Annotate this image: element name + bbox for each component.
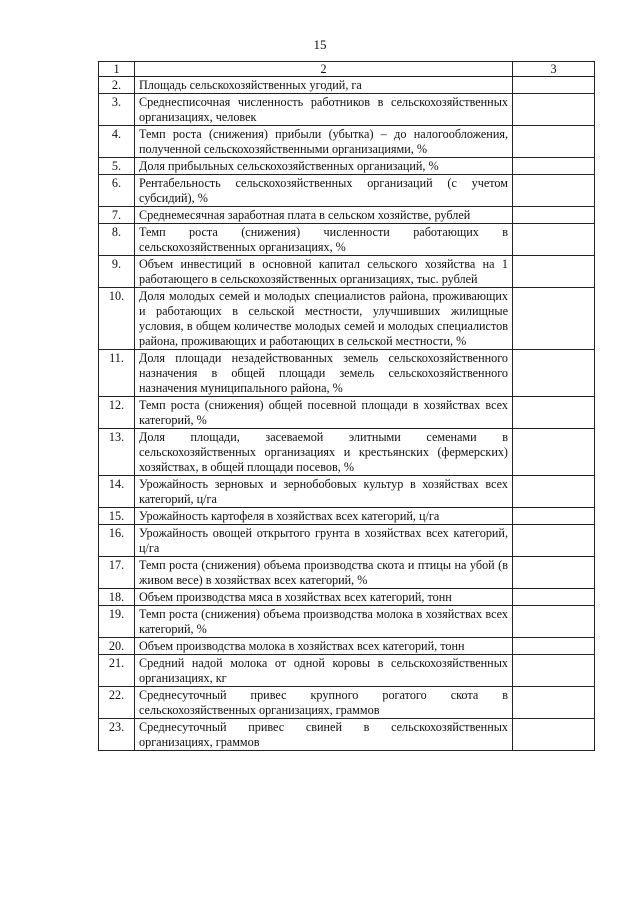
table-row [99, 476, 595, 508]
row-number: 5. [99, 158, 135, 175]
row-indicator-text: Среднесписочная численность работников в сельскохозяйственных организациях, человек [135, 94, 513, 126]
table-row [99, 175, 595, 207]
table-row [99, 606, 595, 638]
row-number: 12. [99, 397, 135, 429]
row-indicator-text: Рентабельность сельскохозяйственных организаций (с учетом субсидий), % [135, 175, 513, 207]
row-indicator-text: Объем производства молока в хозяйствах всех категорий, тонн [135, 638, 513, 655]
row-number: 3. [99, 94, 135, 126]
table-row [99, 94, 595, 126]
row-value-cell [513, 350, 595, 397]
table-row [99, 687, 595, 719]
row-indicator-text: Доля площади, засеваемой элитными семенами в сельскохозяйственных организациях и крестьянских (фермерских) хозяйствах, в общей площади посевов, % [135, 429, 513, 476]
row-indicator-text: Урожайность зерновых и зернобобовых культур в хозяйствах всех категорий, ц/га [135, 476, 513, 508]
table-row [99, 525, 595, 557]
row-indicator-text: Урожайность картофеля в хозяйствах всех категорий, ц/га [135, 508, 513, 525]
row-value-cell [513, 508, 595, 525]
table-row [99, 557, 595, 589]
row-value-cell [513, 397, 595, 429]
row-indicator-text: Темп роста (снижения) численности работающих в сельскохозяйственных организациях, % [135, 224, 513, 256]
page-number: 15 [313, 37, 327, 52]
row-value-cell [513, 687, 595, 719]
row-number: 18. [99, 589, 135, 606]
table-row [99, 719, 595, 751]
table-row [99, 655, 595, 687]
table-row [99, 288, 595, 350]
row-value-cell [513, 589, 595, 606]
column-header-value: 3 [513, 62, 595, 77]
row-number: 15. [99, 508, 135, 525]
row-number: 11. [99, 350, 135, 397]
row-number: 8. [99, 224, 135, 256]
row-number: 14. [99, 476, 135, 508]
row-number: 9. [99, 256, 135, 288]
row-value-cell [513, 256, 595, 288]
row-value-cell [513, 77, 595, 94]
row-value-cell [513, 126, 595, 158]
row-indicator-text: Урожайность овощей открытого грунта в хозяйствах всех категорий, ц/га [135, 525, 513, 557]
table-row [99, 508, 595, 525]
row-indicator-text: Темп роста (снижения) общей посевной площади в хозяйствах всех категорий, % [135, 397, 513, 429]
row-number: 2. [99, 77, 135, 94]
row-value-cell [513, 476, 595, 508]
table-row [99, 638, 595, 655]
table-row [99, 77, 595, 94]
table-header-row [99, 62, 595, 77]
row-indicator-text: Доля молодых семей и молодых специалистов района, проживающих и работающих в сельской местности, улучшивших жилищные условия, в общем количестве молодых семей и молодых специалистов района, проживающих и работающих в сельской местности, % [135, 288, 513, 350]
row-indicator-text: Среднемесячная заработная плата в сельском хозяйстве, рублей [135, 207, 513, 224]
table-row [99, 256, 595, 288]
table-row [99, 397, 595, 429]
table-row [99, 350, 595, 397]
row-value-cell [513, 175, 595, 207]
row-number: 10. [99, 288, 135, 350]
row-indicator-text: Среднесуточный привес крупного рогатого скота в сельскохозяйственных организациях, граммов [135, 687, 513, 719]
row-indicator-text: Доля прибыльных сельскохозяйственных организаций, % [135, 158, 513, 175]
row-number: 4. [99, 126, 135, 158]
row-value-cell [513, 719, 595, 751]
row-number: 19. [99, 606, 135, 638]
table-row [99, 224, 595, 256]
row-value-cell [513, 224, 595, 256]
row-value-cell [513, 94, 595, 126]
row-indicator-text: Объем инвестиций в основной капитал сельского хозяйства на 1 работающего в сельскохозяйственных организациях, тыс. рублей [135, 256, 513, 288]
row-indicator-text: Объем производства мяса в хозяйствах всех категорий, тонн [135, 589, 513, 606]
row-indicator-text: Средний надой молока от одной коровы в сельскохозяйственных организациях, кг [135, 655, 513, 687]
row-indicator-text: Темп роста (снижения) объема производства молока в хозяйствах всех категорий, % [135, 606, 513, 638]
row-value-cell [513, 638, 595, 655]
row-indicator-text: Площадь сельскохозяйственных угодий, га [135, 77, 513, 94]
table-row [99, 158, 595, 175]
row-value-cell [513, 207, 595, 224]
row-number: 17. [99, 557, 135, 589]
row-value-cell [513, 288, 595, 350]
row-value-cell [513, 655, 595, 687]
row-value-cell [513, 606, 595, 638]
column-header-indicator: 2 [135, 62, 513, 77]
row-number: 13. [99, 429, 135, 476]
row-number: 16. [99, 525, 135, 557]
table-row [99, 429, 595, 476]
row-value-cell [513, 557, 595, 589]
indicators-table [98, 61, 595, 751]
table-row [99, 126, 595, 158]
row-indicator-text: Среднесуточный привес свиней в сельскохозяйственных организациях, граммов [135, 719, 513, 751]
row-number: 20. [99, 638, 135, 655]
row-value-cell [513, 525, 595, 557]
row-indicator-text: Доля площади незадействованных земель сельскохозяйственного назначения в общей площади земель сельскохозяйственного назначения муниципального района, % [135, 350, 513, 397]
column-header-number: 1 [99, 62, 135, 77]
row-number: 22. [99, 687, 135, 719]
row-indicator-text: Темп роста (снижения) объема производства скота и птицы на убой (в живом весе) в хозяйствах всех категорий, % [135, 557, 513, 589]
row-number: 23. [99, 719, 135, 751]
row-number: 6. [99, 175, 135, 207]
row-value-cell [513, 158, 595, 175]
row-number: 21. [99, 655, 135, 687]
table-row [99, 589, 595, 606]
row-number: 7. [99, 207, 135, 224]
row-value-cell [513, 429, 595, 476]
row-indicator-text: Темп роста (снижения) прибыли (убытка) – до налогообложения, полученной сельскохозяйственными организациями, % [135, 126, 513, 158]
table-row [99, 207, 595, 224]
